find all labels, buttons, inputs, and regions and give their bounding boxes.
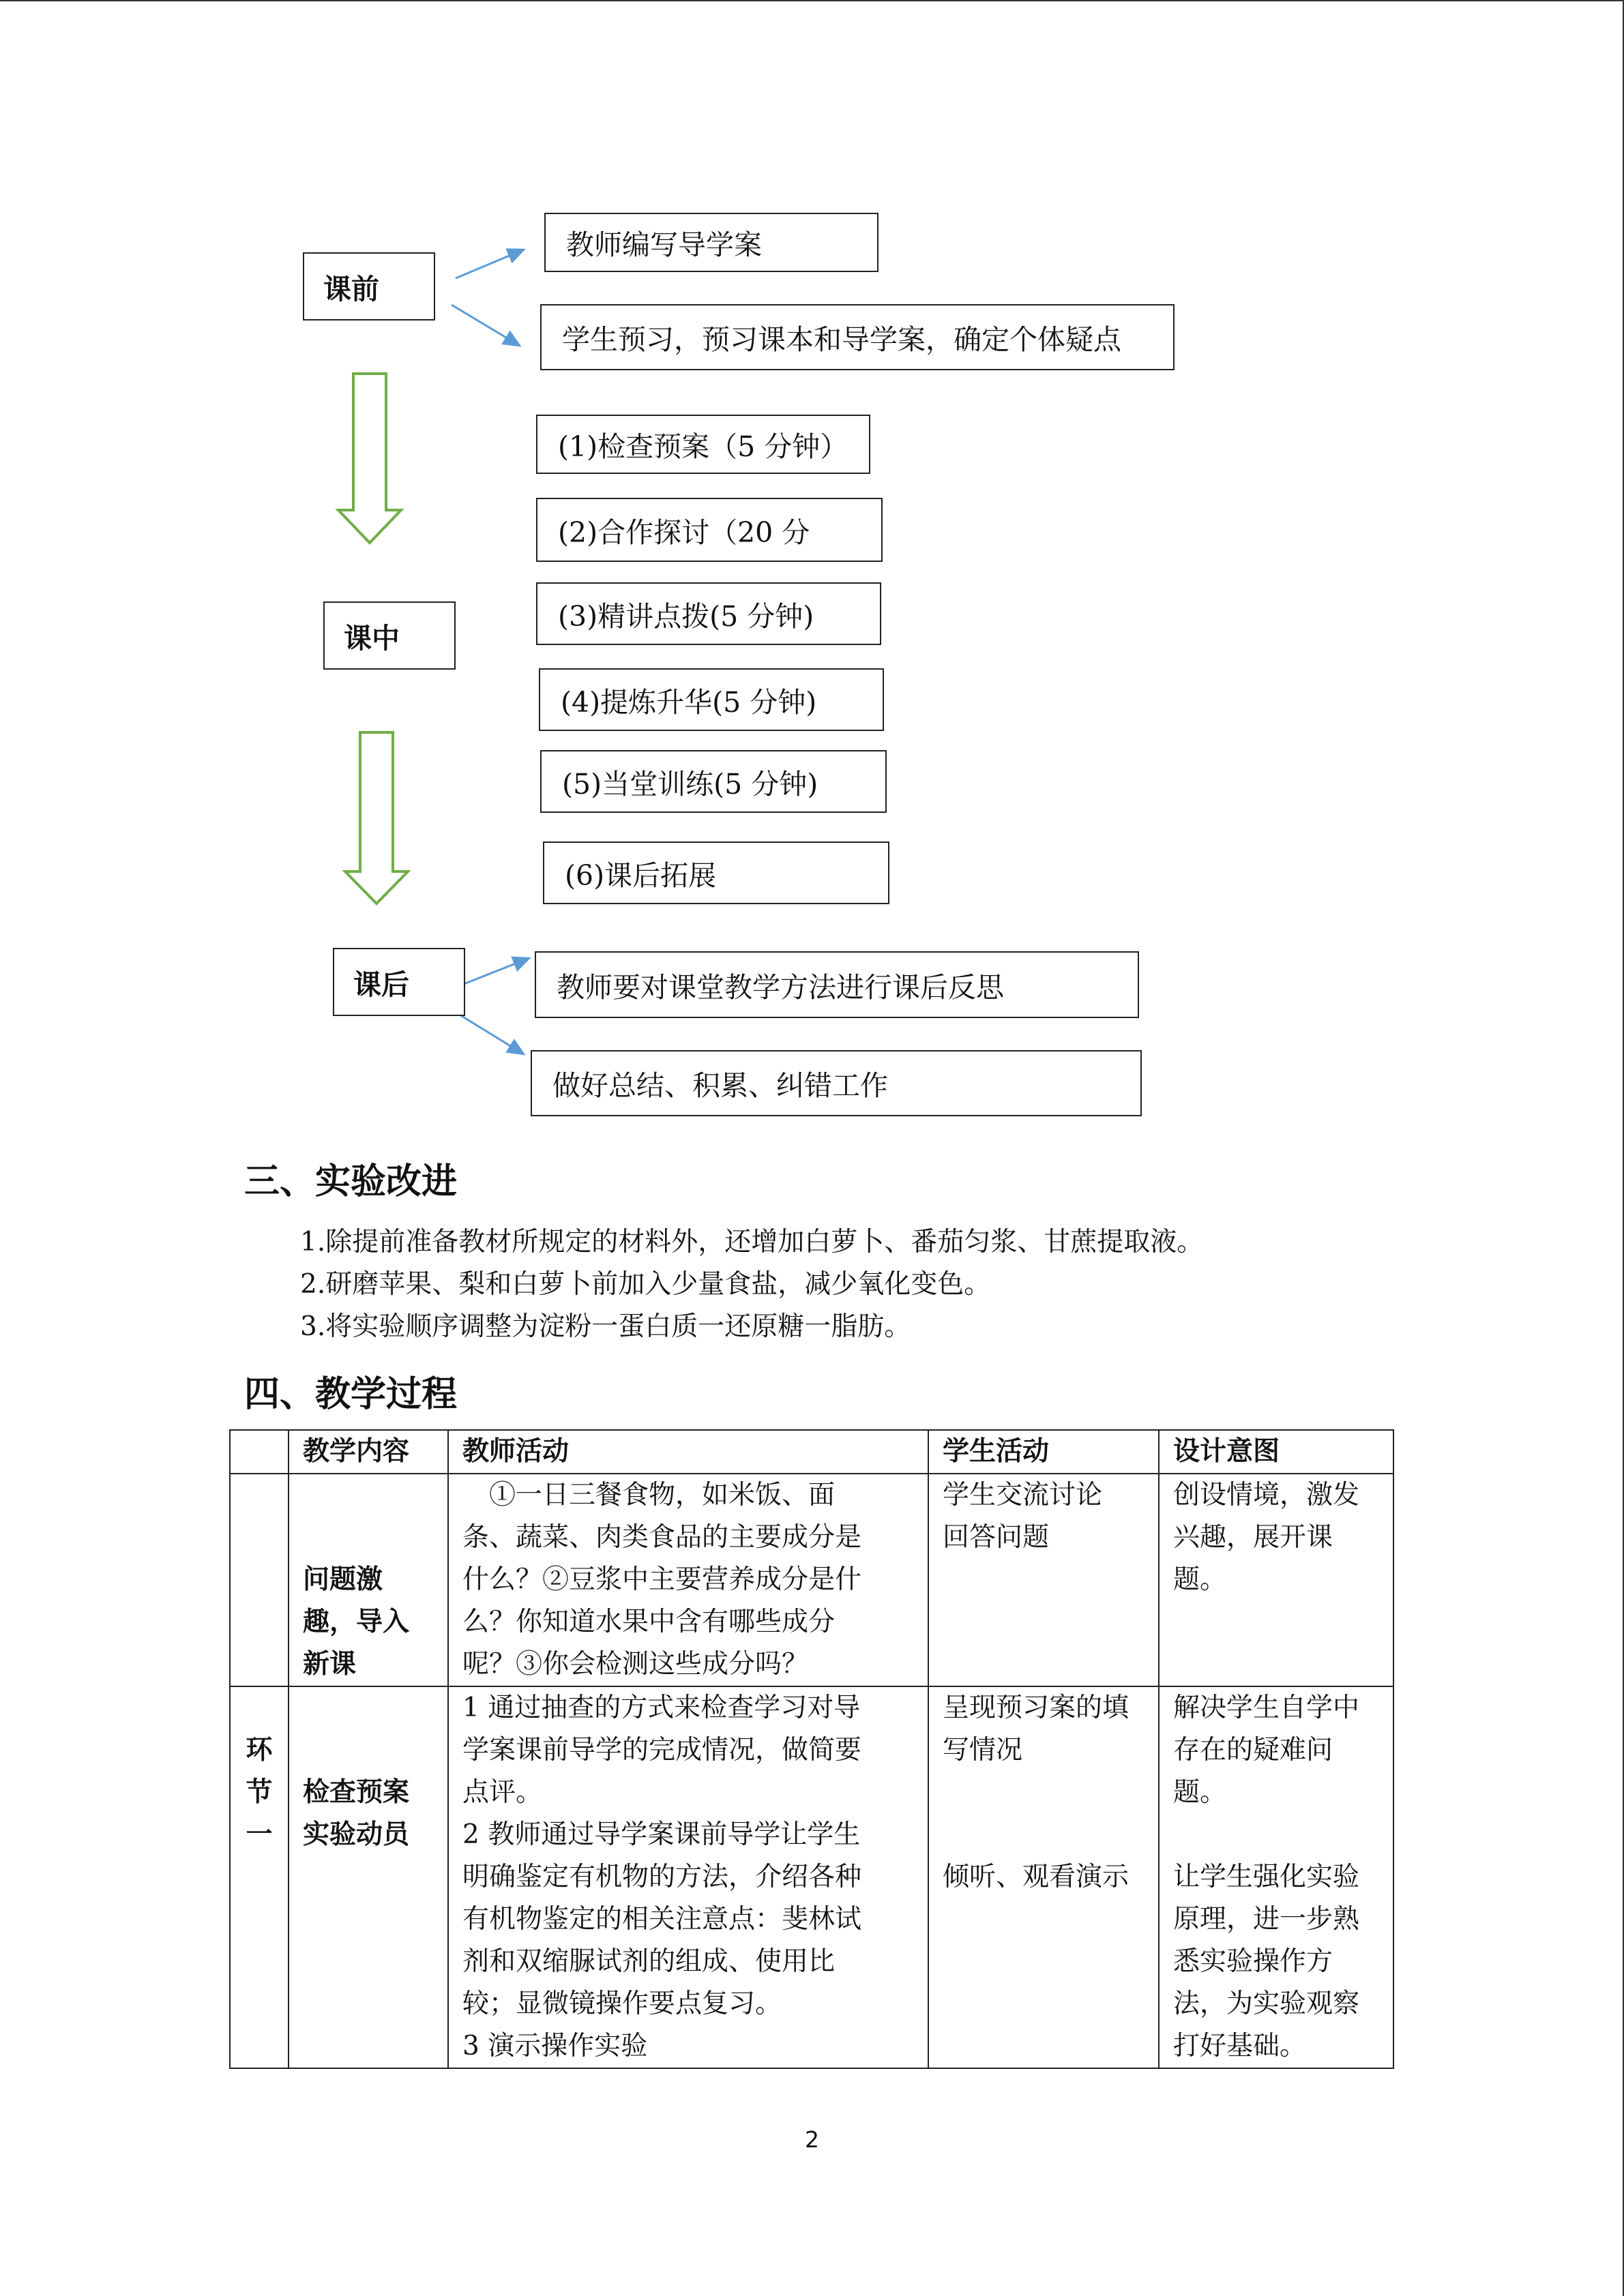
header-content: 教学内容: [289, 1430, 448, 1474]
row1-teacher-line: 什么？②豆浆中主要营养成分是什: [462, 1564, 862, 1595]
arrow-post-to-summary: [458, 1014, 524, 1054]
row1-content-line: 新课: [303, 1649, 357, 1680]
header-student: 学生活动: [928, 1430, 1159, 1474]
post-item-reflect: 教师要对课堂教学方法进行课后反思: [535, 951, 1139, 1018]
in-step-2: (2)合作探讨（20 分: [536, 498, 883, 562]
row2-teacher: [448, 1686, 928, 2068]
row2-content-line: 检查预案: [303, 1777, 410, 1808]
improvement-item-3: 3.将实验顺序调整为淀粉一蛋白质一还原糖一脂肪。: [300, 1311, 911, 1342]
row1-content-line: 问题激: [303, 1564, 383, 1595]
row2-teacher-line: 2 教师通过导学案课前导学让学生: [462, 1819, 861, 1850]
row1-content: [289, 1474, 448, 1686]
arrow-pre-to-teacher: [456, 250, 524, 278]
section-title-experiment-improvement: 三、实验改进: [244, 1161, 458, 1202]
in-step-5: (5)当堂训练(5 分钟): [540, 750, 887, 813]
row2-stage-char: 节: [246, 1777, 273, 1808]
row1-student-line: 学生交流讨论: [943, 1480, 1103, 1510]
stage-in-class: 课中: [323, 601, 456, 670]
pre-item-student: 学生预习，预习课本和导学案，确定个体疑点: [540, 304, 1175, 370]
row2-teacher-line: 剂和双缩脲试剂的组成、使用比: [462, 1946, 836, 1977]
row1-intent-line: 兴趣，展开课: [1173, 1522, 1333, 1553]
table-row: [230, 1474, 1393, 1686]
row1-student: [928, 1474, 1159, 1686]
row1-intent-line: 创设情境，激发: [1173, 1480, 1360, 1510]
header-teacher: 教师活动: [448, 1430, 928, 1474]
teaching-process-table: [229, 1429, 1394, 2069]
row2-teacher-line: 较；显微镜操作要点复习。: [462, 1988, 782, 2019]
row2-content: [289, 1686, 448, 2068]
row2-stage-char: 环: [246, 1735, 273, 1765]
row2-student-line: 呈现预习案的填: [943, 1693, 1130, 1723]
in-step-1: (1)检查预案（5 分钟）: [536, 415, 870, 474]
row1-stage: [230, 1474, 289, 1686]
row2-intent-line: 解决学生自学中: [1173, 1693, 1360, 1723]
row2-student: [928, 1686, 1159, 2068]
row1-intent-line: 题。: [1173, 1564, 1227, 1595]
row2-content-line: 实验动员: [303, 1819, 410, 1850]
arrow-pre-to-student: [452, 305, 520, 346]
row2-intent-line: 让学生强化实验: [1173, 1862, 1360, 1892]
row1-teacher-line: ①一日三餐食物，如米饭、面: [462, 1480, 836, 1510]
row2-stage: [230, 1686, 289, 2068]
post-item-summary: 做好总结、积累、纠错工作: [531, 1050, 1142, 1116]
row2-teacher-line: 明确鉴定有机物的方法，介绍各种: [462, 1862, 862, 1892]
row1-teacher-line: 么？你知道水果中含有哪些成分: [462, 1607, 836, 1637]
row2-intent-line: 打好基础。: [1173, 2031, 1307, 2061]
row2-student-line: 写情况: [943, 1735, 1023, 1765]
row1-teacher-line: 呢？③你会检测这些成分吗？: [462, 1649, 809, 1680]
row2-intent-line: 题。: [1173, 1777, 1227, 1808]
row2-teacher-line: 点评。: [462, 1777, 543, 1808]
pre-item-teacher: 教师编写导学案: [544, 213, 879, 272]
stage-pre-class: 课前: [303, 252, 435, 320]
row2-teacher-line: 有机物鉴定的相关注意点：斐林试: [462, 1904, 862, 1935]
stage-post-class: 课后: [333, 948, 465, 1016]
row2-intent-line: 悉实验操作方: [1173, 1946, 1333, 1977]
arrow-post-to-reflect: [464, 958, 529, 984]
row1-student-line: 回答问题: [943, 1522, 1050, 1553]
in-step-6: (6)课后拓展: [543, 841, 889, 904]
in-step-4: (4)提炼升华(5 分钟): [539, 668, 884, 731]
row2-stage-char: 一: [246, 1819, 273, 1850]
improvement-item-2: 2.研磨苹果、梨和白萝卜前加入少量食盐，减少氧化变色。: [300, 1269, 991, 1300]
row2-student-line: 倾听、观看演示: [943, 1862, 1130, 1892]
improvement-item-1: 1.除提前准备教材所规定的材料外，还增加白萝卜、番茄匀浆、甘蔗提取液。: [300, 1227, 1204, 1257]
row2-intent-line: 存在的疑难问: [1173, 1735, 1333, 1765]
page-number: 2: [805, 2126, 819, 2153]
green-down-arrow-2: [345, 732, 408, 904]
row2-intent: [1159, 1686, 1393, 2068]
green-down-arrow-1: [338, 374, 401, 543]
row2-teacher-line: 1 通过抽查的方式来检查学习对导: [462, 1693, 861, 1723]
header-intent: 设计意图: [1159, 1430, 1393, 1474]
row2-intent-line: 原理，进一步熟: [1173, 1904, 1360, 1935]
row2-teacher-line: 学案课前导学的完成情况，做简要: [462, 1735, 862, 1765]
row2-intent-line: 法，为实验观察: [1173, 1988, 1360, 2019]
row2-teacher-line: 3 演示操作实验: [462, 2031, 648, 2061]
table-row: [230, 1686, 1393, 2068]
row1-intent: [1159, 1474, 1393, 1686]
row1-teacher-line: 条、蔬菜、肉类食品的主要成分是: [462, 1522, 862, 1553]
header-stage: [230, 1430, 289, 1474]
row1-content-line: 趣，导入: [303, 1607, 410, 1637]
row1-teacher: [448, 1474, 928, 1686]
table-header-row: [230, 1430, 1393, 1474]
section-title-teaching-process: 四、教学过程: [244, 1374, 458, 1415]
in-step-3: (3)精讲点拨(5 分钟): [536, 582, 881, 645]
